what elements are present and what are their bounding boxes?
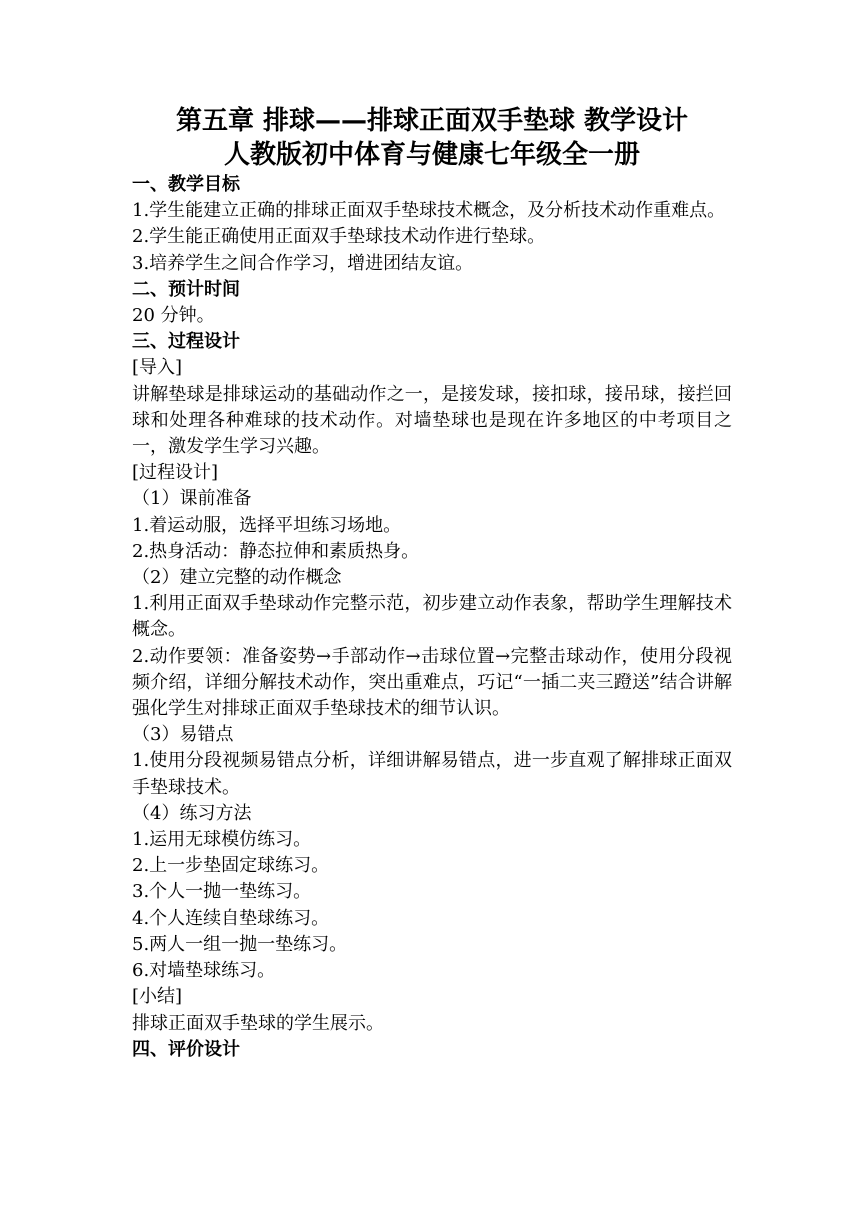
document-subtitle: 人教版初中体育与健康七年级全一册 bbox=[223, 140, 640, 170]
part4-item: 3.个人一抛一垫练习。 bbox=[132, 881, 312, 903]
section-heading-time: 二、预计时间 bbox=[132, 278, 240, 300]
objective-item: 3.培养学生之间合作学习，增进团结友谊。 bbox=[132, 252, 474, 274]
part4-item: 6.对墙垫球练习。 bbox=[132, 960, 276, 982]
section-heading-evaluation: 四、评价设计 bbox=[132, 1038, 240, 1060]
section-heading-process: 三、过程设计 bbox=[132, 331, 240, 353]
summary-label: [小结] bbox=[132, 986, 183, 1008]
objective-item: 2.学生能正确使用正面双手垫球技术动作进行垫球。 bbox=[132, 226, 546, 248]
part3-label: （3）易错点 bbox=[132, 724, 234, 746]
part1-item: 2.热身活动：静态拉伸和素质热身。 bbox=[132, 540, 420, 562]
part4-item: 4.个人连续自垫球练习。 bbox=[132, 907, 330, 929]
document-page bbox=[132, 104, 732, 1063]
part4-label: （4）练习方法 bbox=[132, 802, 252, 824]
part2-label: （2）建立完整的动作概念 bbox=[132, 567, 342, 589]
document-title: 第五章 排球——排球正面双手垫球 教学设计 bbox=[175, 106, 689, 136]
design-label: [过程设计] bbox=[132, 462, 219, 484]
time-text: 20 分钟。 bbox=[132, 305, 215, 327]
part3-item: 1.使用分段视频易错点分析，详细讲解易错点，进一步直观了解排球正面双手垫球技术。 bbox=[132, 750, 732, 798]
intro-label: [导入] bbox=[132, 357, 183, 379]
objective-item: 1.学生能建立正确的排球正面双手垫球技术概念，及分析技术动作重难点。 bbox=[132, 200, 726, 222]
summary-text: 排球正面双手垫球的学生展示。 bbox=[132, 1012, 384, 1034]
part4-item: 5.两人一组一抛一垫练习。 bbox=[132, 933, 348, 955]
part4-item: 2.上一步垫固定球练习。 bbox=[132, 855, 330, 877]
part4-item: 1.运用无球模仿练习。 bbox=[132, 829, 312, 851]
part2-item: 1.利用正面双手垫球动作完整示范，初步建立动作表象，帮助学生理解技术概念。 bbox=[132, 593, 732, 641]
section-heading-objectives: 一、教学目标 bbox=[132, 174, 240, 195]
intro-text: 讲解垫球是排球运动的基础动作之一，是接发球，接扣球，接吊球，接拦回球和处理各种难球的技术动作。对墙垫球也是现在许多地区的中考项目之一，激发学生学习兴趣。 bbox=[132, 383, 732, 458]
part1-label: （1）课前准备 bbox=[132, 488, 252, 510]
part2-item: 2.动作要领：准备姿势→手部动作→击球位置→完整击球动作，使用分段视频介绍，详细分解技术动作，突出重难点，巧记“一插二夹三蹬送”结合讲解强化学生对排球正面双手垫球技术的细节认识。 bbox=[132, 645, 732, 720]
part1-item: 1.着运动服，选择平坦练习场地。 bbox=[132, 514, 402, 536]
